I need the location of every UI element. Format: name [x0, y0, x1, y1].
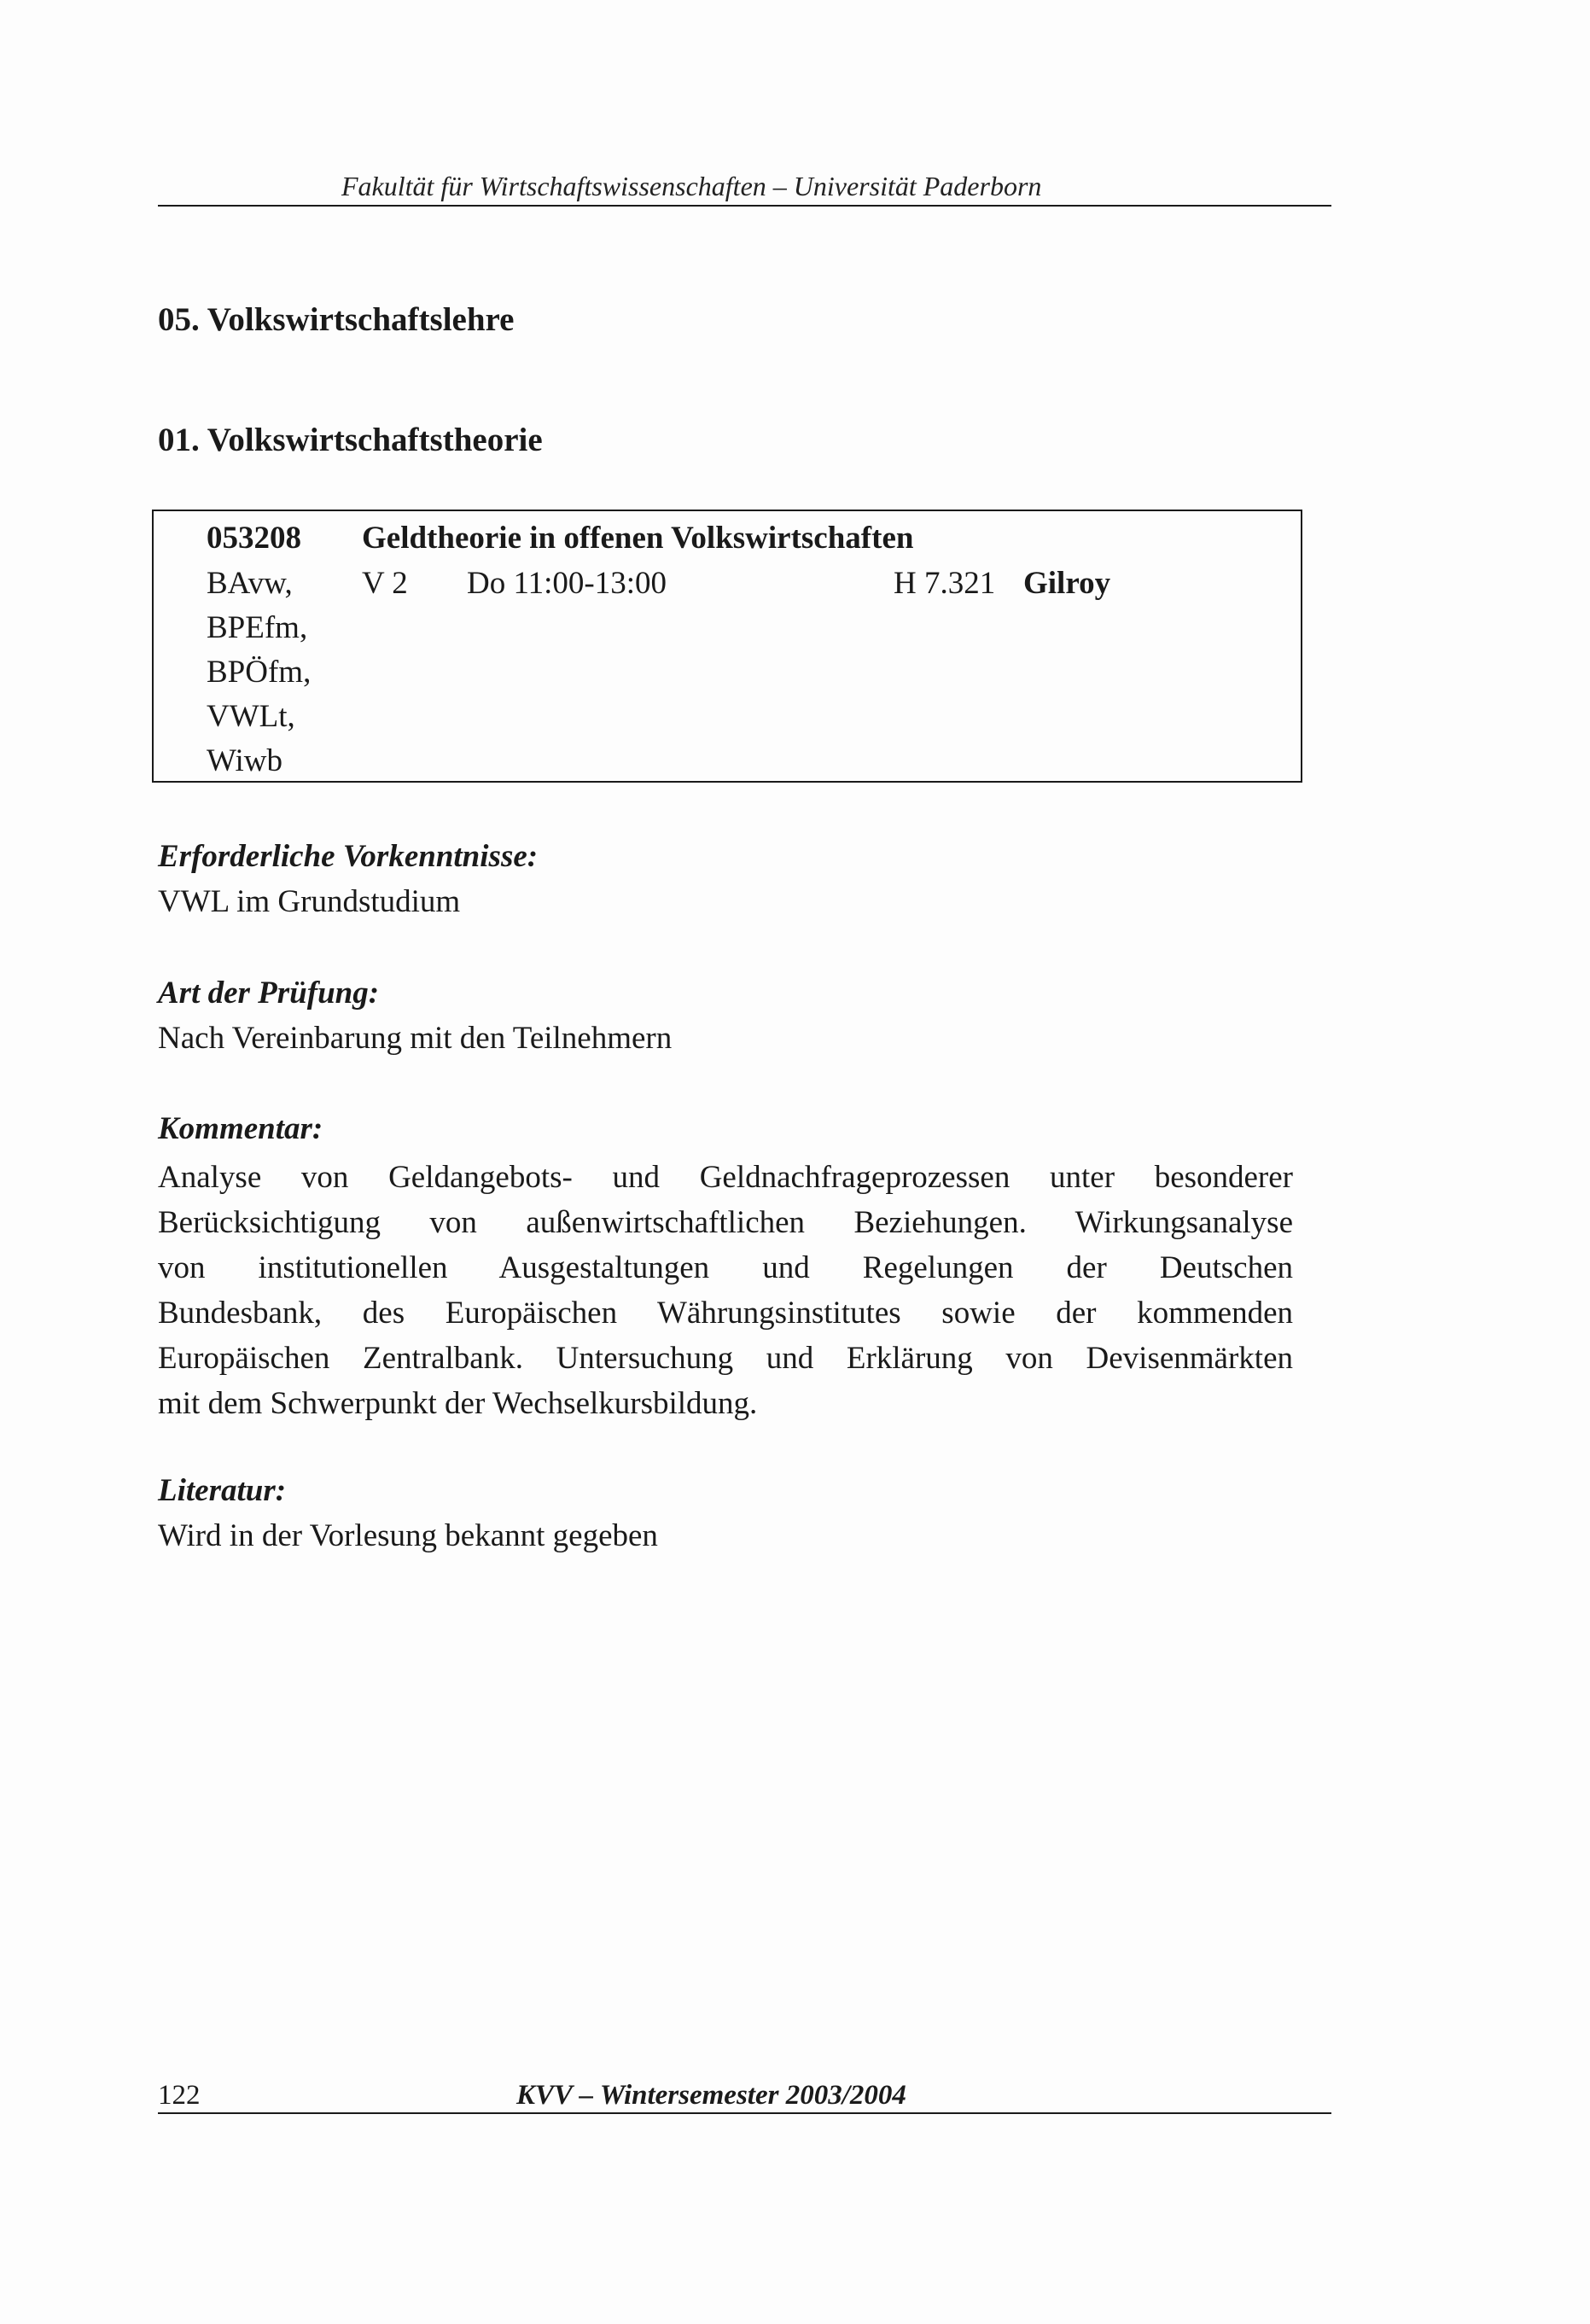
comment-line: Berücksichtigung von außenwirtschaftlichen Beziehungen. Wirkungsanalyse [158, 1205, 1293, 1240]
comment-line: von institutionellen Ausgestaltungen und Regelungen der Deutschen [158, 1250, 1293, 1285]
comment-line: Bundesbank, des Europäischen Währungsinstitutes sowie der kommenden [158, 1296, 1293, 1331]
subsection-title: 01. Volkswirtschaftstheorie [158, 422, 543, 458]
literature-label: Literatur: [158, 1473, 287, 1508]
comment-text [158, 1155, 1293, 1426]
page-number: 122 [158, 2080, 201, 2111]
exam-text: Nach Vereinbarung mit den Teilnehmern [158, 1021, 673, 1056]
comment-line: mit dem Schwerpunkt der Wechselkursbildung. [158, 1386, 758, 1421]
literature-text: Wird in der Vorlesung bekannt gegeben [158, 1518, 658, 1553]
exam-label: Art der Prüfung: [158, 976, 380, 1011]
footer-title: KVV – Wintersemester 2003/2004 [516, 2080, 906, 2111]
footer-rule [158, 2112, 1331, 2114]
course-lecturer: Gilroy [1023, 566, 1111, 601]
course-schedule: Do 11:00-13:00 [467, 566, 667, 601]
course-box [152, 510, 1302, 783]
prerequisites-label: Erforderliche Vorkenntnisse: [158, 839, 539, 874]
header-rule [158, 205, 1331, 207]
course-title: Geldtheorie in offenen Volkswirtschaften [362, 521, 914, 556]
page-header: Fakultät für Wirtschaftswissenschaften – Universität Paderborn [341, 171, 1042, 201]
program-item: BPEfm, [207, 610, 308, 645]
comment-line: Europäischen Zentralbank. Untersuchung und Erklärung von Devisenmärkten [158, 1341, 1293, 1376]
program-item: VWLt, [207, 699, 295, 734]
course-number: 053208 [207, 521, 301, 556]
program-item: BPÖfm, [207, 655, 312, 690]
prerequisites-text: VWL im Grundstudium [158, 884, 461, 919]
comment-line: Analyse von Geldangebots- und Geldnachfrageprozessen unter besonderer [158, 1160, 1293, 1195]
course-type: V 2 [362, 566, 408, 601]
program-item: Wiwb [207, 743, 282, 778]
comment-label: Kommentar: [158, 1111, 323, 1146]
program-item: BAvw, [207, 566, 293, 601]
course-room: H 7.321 [894, 566, 996, 601]
section-title: 05. Volkswirtschaftslehre [158, 301, 515, 338]
